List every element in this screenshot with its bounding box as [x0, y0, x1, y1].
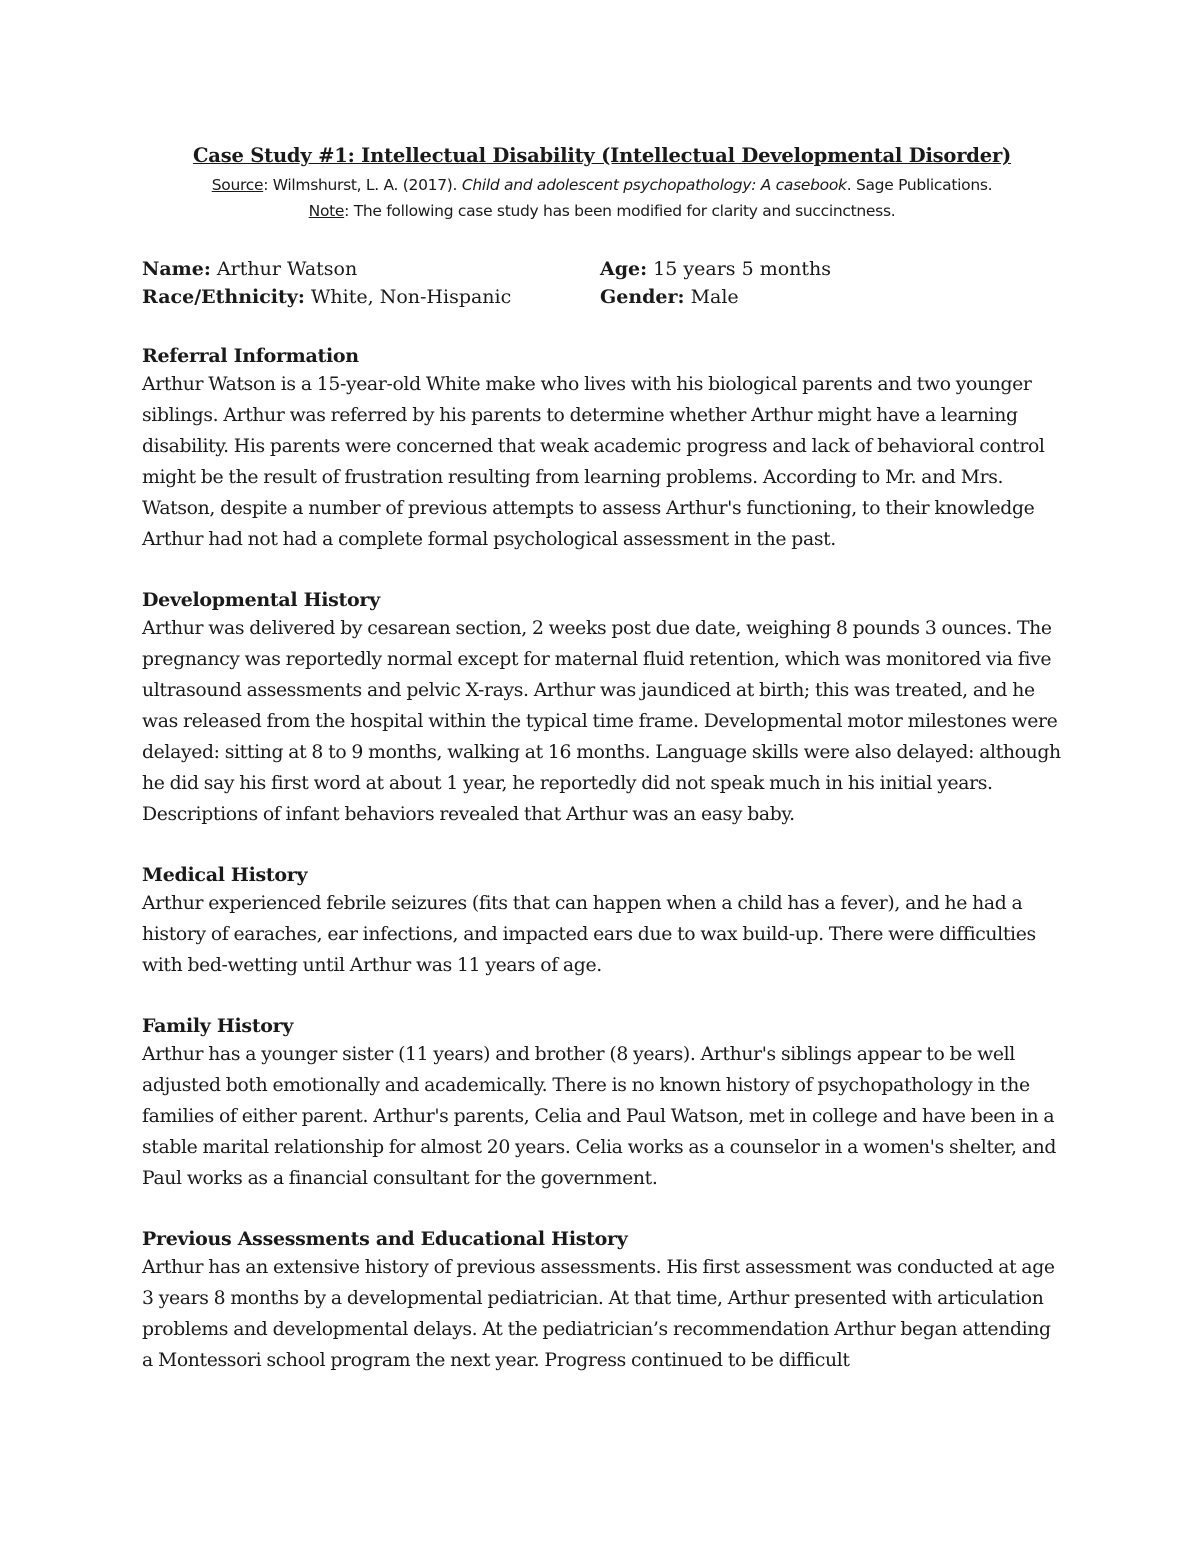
- source-citation: [142, 172, 1062, 198]
- section-body: Arthur was delivered by cesarean section, 2 weeks post due date, weighing 8 pounds 3 ounces. The pregnancy was reportedly normal except for maternal fluid retention, which was monitored via five ultrasound assessments and pelvic X-rays. Arthur was jaundiced at birth; this was treated, and he was released from the hospital within the typical time frame. Developmental motor milestones were delayed: sitting at 8 to 9 months, walking at 16 months. Language skills were also delayed: although he did say his first word at about 1 year, he reportedly did not speak much in his initial years. Descriptions of infant behaviors revealed that Arthur was an easy baby.: [142, 618, 1061, 825]
- document-page: [142, 140, 1062, 1376]
- section-body: Arthur experienced febrile seizures (fits that can happen when a child has a fever), and he had a history of earaches, ear infections, and impacted ears due to wax build-up. There were difficulties with bed-wetting until Arthur was 11 years of age.: [142, 893, 1036, 976]
- source-label: Source: [211, 176, 264, 194]
- section-heading: Referral Information: [142, 345, 359, 367]
- document-header: [142, 140, 1062, 224]
- section-heading: Family History: [142, 1015, 294, 1037]
- gender-field: [600, 283, 1062, 311]
- section-heading: Medical History: [142, 864, 308, 886]
- section-medical-history: [142, 862, 1062, 981]
- gender-label: Gender:: [600, 286, 685, 308]
- section-body: Arthur has a younger sister (11 years) and brother (8 years). Arthur's siblings appear to be well adjusted both emotionally and academically. There is no known history of psychopathology in the families of either parent. Arthur's parents, Celia and Paul Watson, met in college and have been in a stable marital relationship for almost 20 years. Celia works as a counselor in a women's shelter, and Paul works as a financial consultant for the government.: [142, 1044, 1056, 1189]
- name-field: [142, 255, 600, 283]
- name-label: Name:: [142, 258, 211, 280]
- section-previous-assessments: [142, 1226, 1062, 1376]
- source-book-title: Child and adolescent psychopathology: A casebook: [461, 176, 847, 194]
- demographics-row: [142, 283, 1062, 311]
- section-heading: Previous Assessments and Educational History: [142, 1228, 628, 1250]
- section-heading: Developmental History: [142, 589, 380, 611]
- age-value: 15 years 5 months: [647, 258, 832, 280]
- source-prefix: : Wilmshurst, L. A. (2017).: [263, 176, 462, 194]
- section-body: Arthur Watson is a 15-year-old White make who lives with his biological parents and two younger siblings. Arthur was referred by his parents to determine whether Arthur might have a learning disability. His parents were concerned that weak academic progress and lack of behavioral control might be the result of frustration resulting from learning problems. According to Mr. and Mrs. Watson, despite a number of previous attempts to assess Arthur's functioning, to their knowledge Arthur had not had a complete formal psychological assessment in the past.: [142, 374, 1045, 550]
- note-label: Note: [308, 202, 345, 220]
- section-referral-information: [142, 343, 1062, 555]
- section-developmental-history: [142, 587, 1062, 830]
- race-label: Race/Ethnicity:: [142, 286, 305, 308]
- gender-value: Male: [684, 286, 739, 308]
- section-family-history: [142, 1013, 1062, 1194]
- document-title: Case Study #1: Intellectual Disability (Intellectual Developmental Disorder): [192, 144, 1012, 167]
- note-text: : The following case study has been modified for clarity and succinctness.: [344, 202, 896, 220]
- demographics-block: [142, 255, 1062, 311]
- demographics-row: [142, 255, 1062, 283]
- age-label: Age:: [600, 258, 648, 280]
- note-line: [142, 198, 1062, 224]
- name-value: Arthur Watson: [210, 258, 358, 280]
- race-value: White, Non-Hispanic: [304, 286, 512, 308]
- section-body: Arthur has an extensive history of previous assessments. His first assessment was conducted at age 3 years 8 months by a developmental pediatrician. At that time, Arthur presented with articulation problems and developmental delays. At the pediatrician’s recommendation Arthur began attending a Montessori school program the next year. Progress continued to be difficult: [142, 1257, 1055, 1371]
- race-field: [142, 283, 600, 311]
- source-suffix: . Sage Publications.: [846, 176, 993, 194]
- age-field: [600, 255, 1062, 283]
